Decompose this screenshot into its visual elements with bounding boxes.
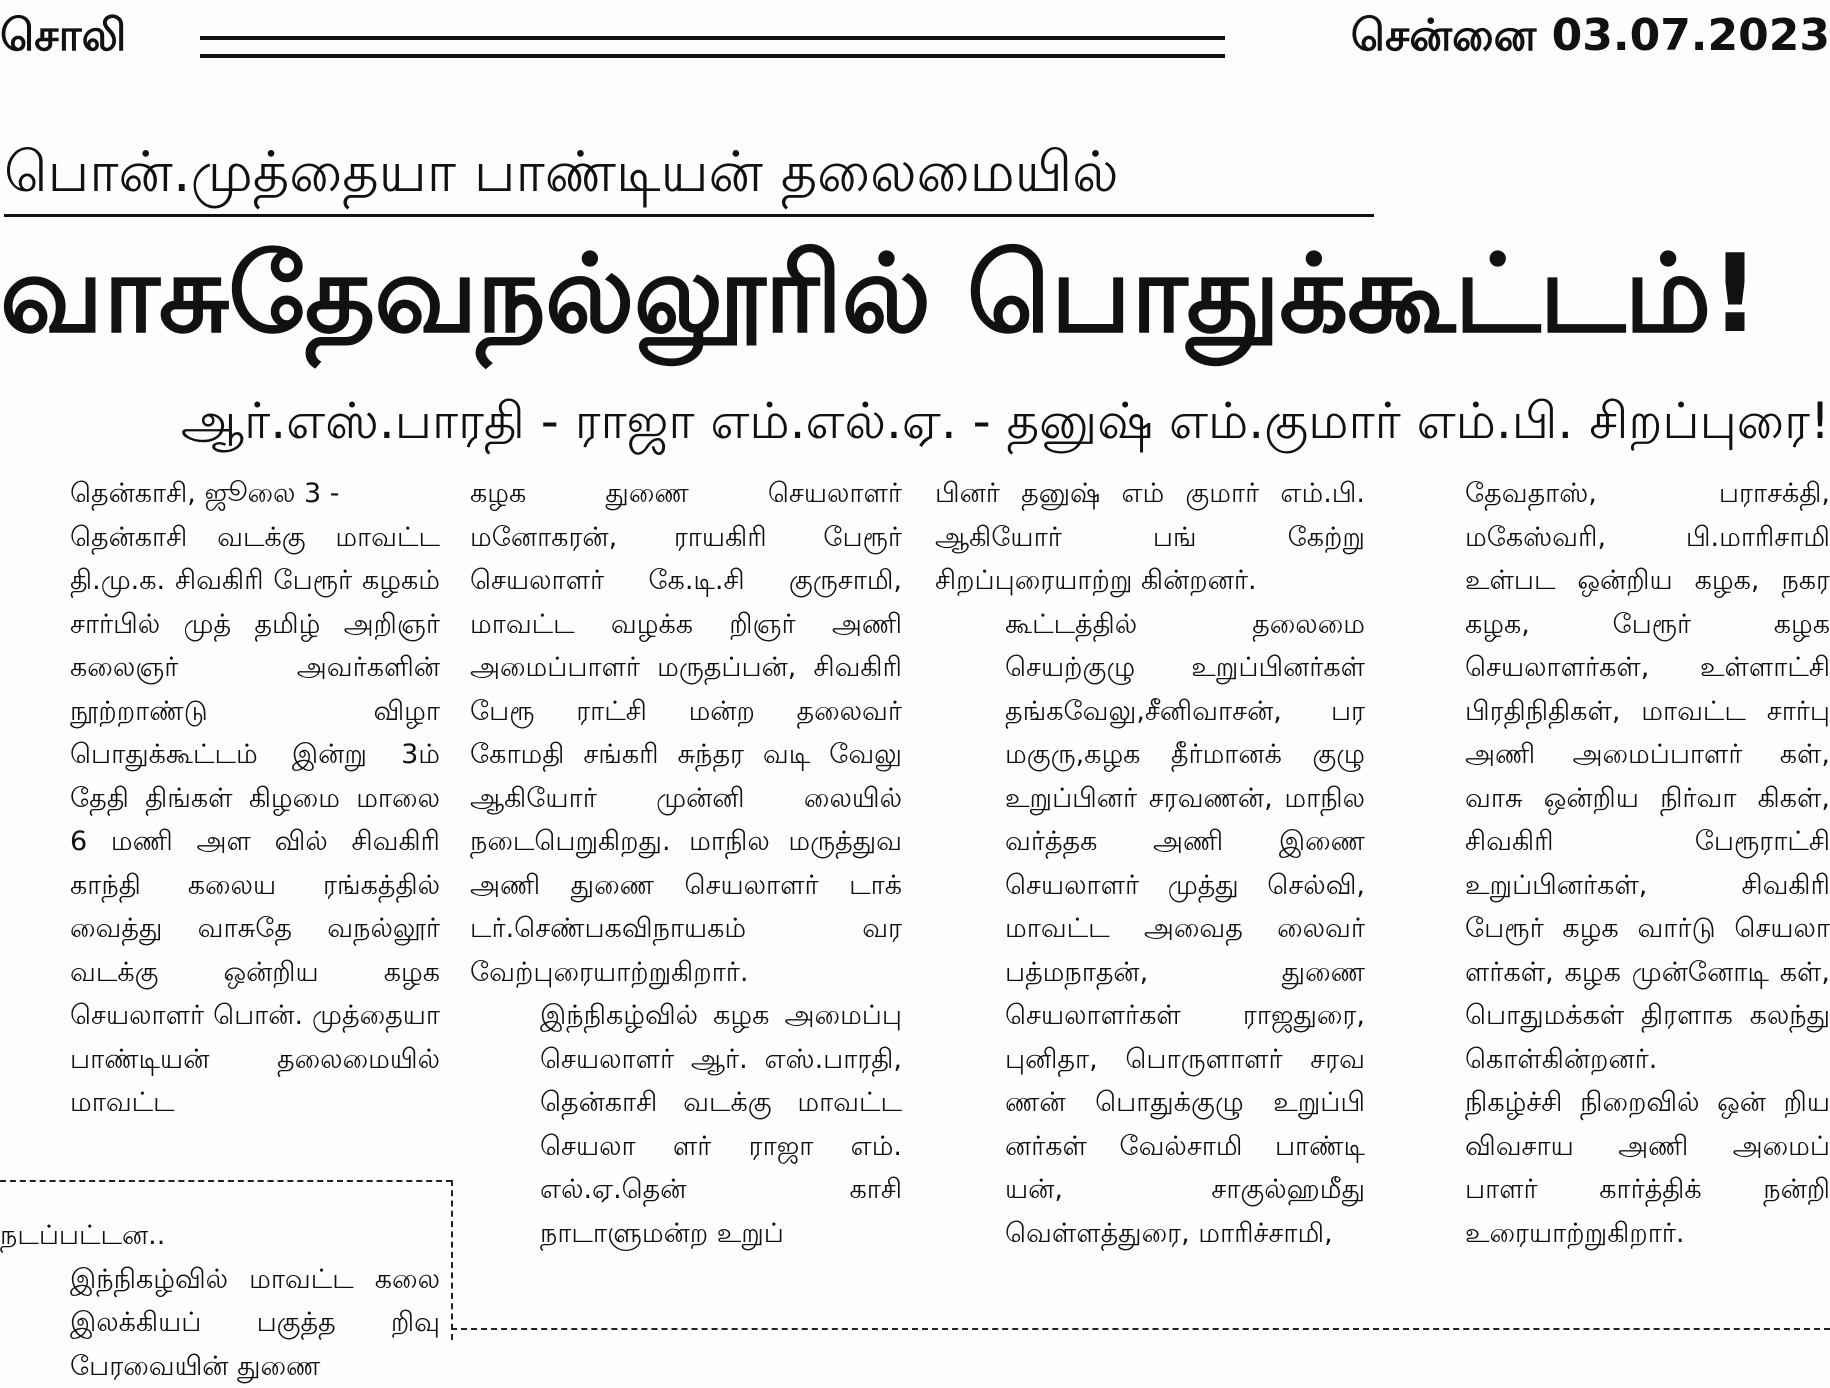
body-paragraph: தேவதாஸ், பராசக்தி, மகேஸ்வரி, பி.மாரிசாமி உள்பட ஒன்றிய கழக, நகர கழக, பேரூர் கழக செயலாளர்கள், உள்ளாட்சி பிரதிநிதிகள், மாவட்ட சார்பு அணி அமைப்பாளர் கள், வாசு ஒன்றிய நிர்வா கிகள், சிவகிரி பேரூராட்சி உறுப்பினர்கள், சிவகிரி பேரூர் கழக வார்டு செயலா ளர்கள், கழக முன்னோடி கள், பொதுமக்கள் திரளாக கலந்து கொள்கின்றனர். (1395, 472, 1830, 1081)
body-paragraph: தென்காசி வடக்கு மாவட்ட தி.மு.க. சிவகிரி பேரூர் கழகம் சார்பில் முத் தமிழ் அறிஞர் கலைஞர் அவர்களின் நூற்றாண்டு விழா பொதுக்கூட்டம் இன்று 3ம் தேதி திங்கள் கிழமை மாலை 6 மணி அள வில் சிவகிரி காந்தி கலைய ரங்கத்தில் வைத்து வாசுதே வநல்லூர் வடக்கு ஒன்றிய கழக செயலாளர் பொன். முத்தையா பாண்டியன் தலைமையில் மாவட்ட (0, 516, 440, 1125)
masthead-rule (200, 36, 1225, 58)
main-headline: வாசுதேவநல்லூரில் பொதுக்கூட்டம்! (0, 232, 1759, 372)
column-divider (451, 1328, 1830, 1330)
kicker-underline (4, 214, 1374, 217)
article-column-3 (935, 472, 1365, 1255)
newspaper-name: சொலி (0, 10, 126, 67)
body-paragraph: கூட்டத்தில் தலைமை செயற்குழு உறுப்பினர்கள் தங்கவேலு,சீனிவாசன், பர மகுரு,கழக தீர்மானக் குழு உறுப்பினர் சரவணன், மாநில வர்த்தக அணி இணை செயலாளர் முத்து செல்வி, மாவட்ட அவைத லைவர் பத்மநாதன், துணை செயலாளர்கள் ராஜதுரை, புனிதா, பொருளாளர் சரவ ணன் பொதுக்குழு உறுப்பி னர்கள் வேல்சாமி பாண்டி யன், சாகுல்ஹமீது வெள்ளத்துரை, மாரிச்சாமி, (935, 603, 1365, 1256)
body-paragraph: பினர் தனுஷ் எம் குமார் எம்.பி. ஆகியோர் பங் கேற்று சிறப்புரையாற்று கின்றனர். (935, 472, 1365, 603)
body-paragraph: இந்நிகழ்வில் கழக அமைப்பு செயலாளர் ஆர். எஸ்.பாரதி, தென்காசி வடக்கு மாவட்ட செயலா ளர் ராஜா எம். எல்.ஏ.தென் காசி நாடாளுமன்ற உறுப் (470, 994, 902, 1255)
body-paragraph: நடப்பட்டன.. (0, 1214, 440, 1258)
article-column-2 (470, 472, 902, 1255)
dateline-paragraph: தென்காசி, ஜூலை 3 - (0, 472, 440, 516)
sub-headline: ஆர்.எஸ்.பாரதி - ராஜா எம்.எல்.ஏ. - தனுஷ் எம்.குமார் எம்.பி. சிறப்புரை! (0, 392, 1830, 457)
dateline: சென்னை 03.07.2023 (1351, 10, 1830, 67)
body-paragraph: கழக துணை செயலாளர் மனோகரன், ராயகிரி பேரூர் செயலாளர் கே.டி.சி குருசாமி, மாவட்ட வழக்க றிஞர் அணி அமைப்பாளர் மருதப்பன், சிவகிரி பேரூ ராட்சி மன்ற தலைவர் கோமதி சங்கரி சுந்தர வடி வேலு ஆகியோர் முன்னி லையில் நடைபெறுகிறது. மாநில மருத்துவ அணி துணை செயலாளர் டாக் டர்.செண்பகவிநாயகம் வர வேற்புரையாற்றுகிறார். (470, 472, 902, 994)
article-column-4 (1395, 472, 1830, 1255)
column-divider (0, 1180, 452, 1182)
body-paragraph: இந்நிகழ்வில் மாவட்ட கலை இலக்கியப் பகுத்த றிவு பேரவையின் துணை (0, 1258, 440, 1388)
body-paragraph: நிகழ்ச்சி நிறைவில் ஒன் றிய விவசாய அணி அமைப் பாளர் கார்த்திக் நன்றி உரையாற்றுகிறார். (1395, 1081, 1830, 1255)
article-column-1 (0, 472, 440, 1125)
article-column-1-continued (0, 1214, 440, 1388)
kicker-headline: பொன்.முத்தையா பாண்டியன் தலைமையில் (4, 140, 1119, 212)
column-divider (451, 1180, 453, 1340)
